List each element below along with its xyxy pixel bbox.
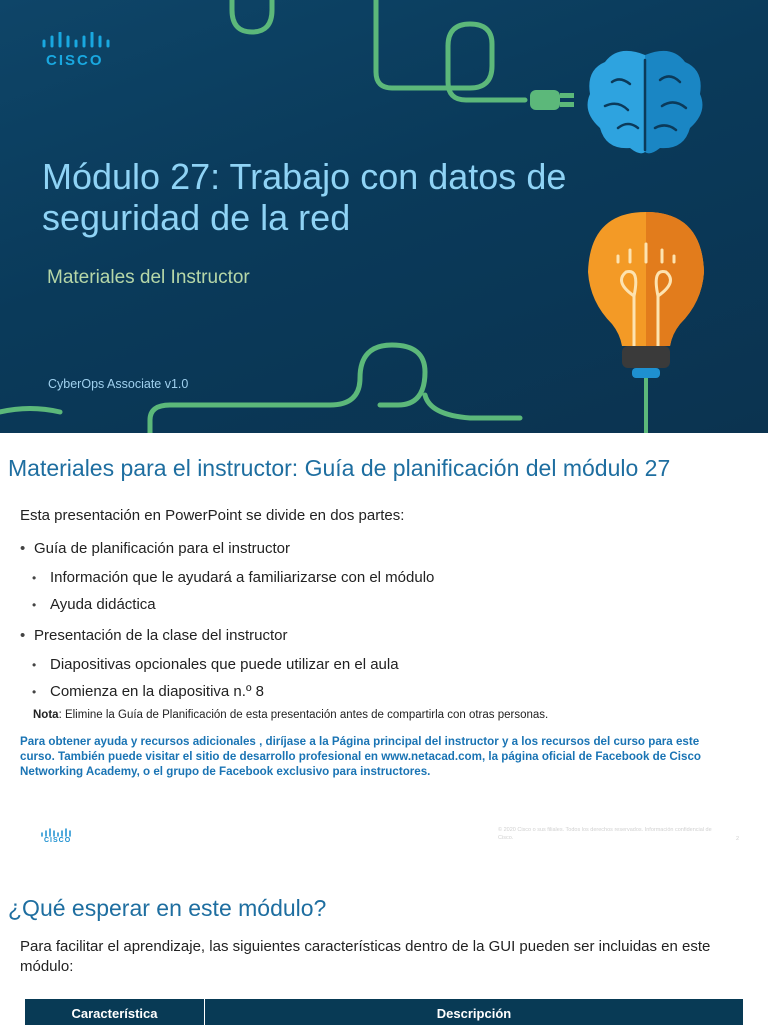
bullet-item [20, 540, 290, 557]
page-number: 2 [736, 836, 740, 842]
cisco-logo-text: CISCO [46, 52, 104, 69]
cisco-logo-icon [40, 32, 110, 52]
brain-icon [588, 51, 703, 154]
sub-bullet-item [32, 656, 399, 673]
bullet-icon: • [32, 658, 37, 672]
sub-bullet-item [32, 596, 156, 613]
bullet-icon: • [32, 571, 37, 585]
cisco-logo-text: CISCO [44, 837, 72, 844]
help-resources-text: Para obtener ayuda y recursos adicionales , diríjase a la Página principal del instructor y a los recursos del curso para este curso. También puede visitar el sitio de desarrollo profesional en www.netacad.com, la página oficial de Facebook de Cisco Networking Academy, o el grupo de Facebook exclusivo para instructores. [20, 735, 701, 778]
column-header-description: Descripción [436, 1006, 512, 1021]
sub-bullet-item [32, 569, 434, 586]
course-name: CyberOps Associate v1.0 [48, 377, 189, 391]
feature-table-header [25, 999, 743, 1025]
bullet-text: Información que le ayudará a familiarizarse con el módulo [50, 569, 435, 586]
bullet-text: Ayuda didáctica [50, 596, 156, 613]
footer-copyright: © 2020 Cisco o sus filiales. Todos los derechos reservados. Información confidencial de Cisco. [498, 827, 712, 841]
plug-icon [530, 90, 574, 110]
slide-heading: ¿Qué esperar en este módulo? [8, 895, 327, 921]
bullet-text: Diapositivas opcionales que puede utilizar en el aula [50, 656, 399, 673]
title-slide [0, 0, 768, 433]
slide-heading: Materiales para el instructor: Guía de planificación del módulo 27 [8, 455, 671, 481]
bullet-text: Presentación de la clase del instructor [34, 627, 288, 644]
bullet-icon: • [32, 685, 37, 699]
slide-title: Módulo 27: Trabajo con datos de seguridad de la red [42, 156, 567, 238]
note-label: Nota [33, 709, 59, 721]
bullet-text: Guía de planificación para el instructor [34, 540, 290, 557]
intro-text: Para facilitar el aprendizaje, las siguientes características dentro de la GUI pueden ser incluidas en este módulo: [20, 938, 711, 975]
bullet-icon: • [32, 598, 37, 612]
lightbulb-icon [588, 212, 704, 433]
planning-guide-slide [0, 433, 768, 873]
note-text [33, 709, 548, 721]
bullet-icon: • [20, 627, 26, 644]
slide-subtitle: Materiales del Instructor [47, 267, 250, 288]
intro-text: Esta presentación en PowerPoint se divide en dos partes: [20, 507, 405, 524]
bullet-icon: • [20, 540, 26, 557]
note-body: : Elimine la Guía de Planificación de esta presentación antes de compartirla con otras personas. [58, 709, 549, 721]
bullet-item [20, 627, 287, 644]
bullet-text: Comienza en la diapositiva n.º 8 [50, 683, 264, 700]
what-to-expect-slide [0, 873, 768, 1024]
column-header-feature: Característica [25, 999, 205, 1025]
sub-bullet-item [32, 683, 264, 700]
